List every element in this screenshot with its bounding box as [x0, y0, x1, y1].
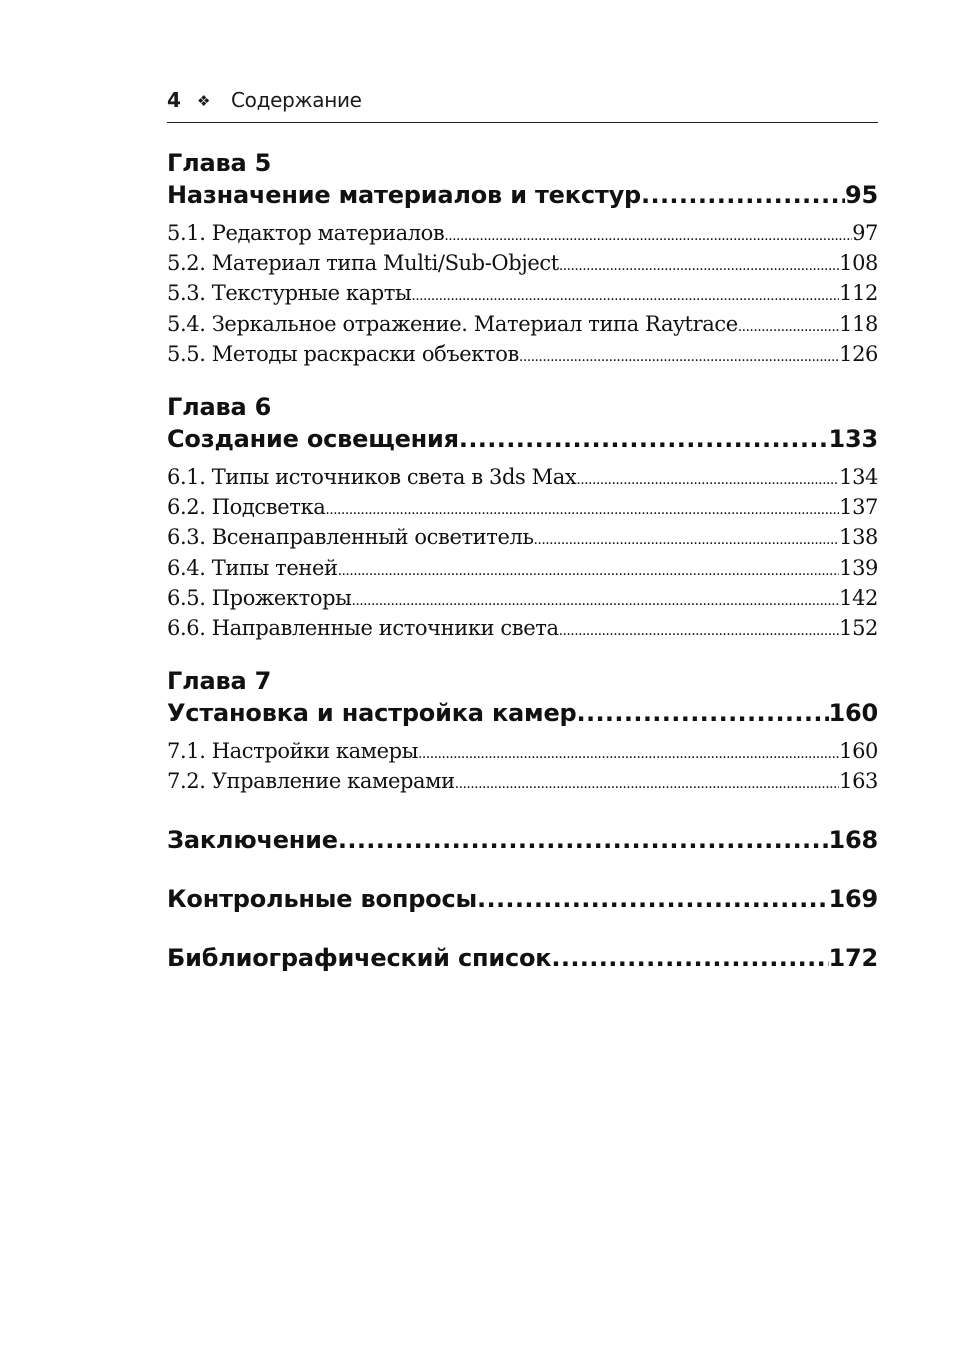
chapter-title-entry[interactable] — [167, 696, 878, 730]
back-matter-entry-bibliography[interactable] — [167, 941, 878, 975]
toc-entry[interactable] — [167, 583, 878, 613]
leader-dots — [418, 747, 839, 761]
entry-page: 168 — [828, 825, 878, 854]
entry-page: 169 — [828, 884, 878, 913]
running-head — [167, 88, 878, 123]
toc-entry[interactable] — [167, 522, 878, 552]
toc-entry[interactable] — [167, 736, 878, 766]
entry-title: 6.4. Типы теней — [167, 555, 338, 580]
leader-dots — [576, 473, 839, 487]
entry-page: 97 — [852, 221, 878, 245]
chapter-label: Глава 5 — [167, 149, 272, 177]
running-title: Содержание — [231, 88, 362, 112]
leader-dots — [519, 350, 839, 364]
page-number: 4 — [167, 88, 181, 112]
chapter-title-entry[interactable] — [167, 422, 878, 456]
chapter-6 — [167, 392, 878, 643]
chapter-title: Назначение материалов и текстур — [167, 181, 641, 209]
entry-title: 6.3. Всенаправленный осветитель — [167, 525, 534, 550]
leader-dots — [477, 882, 829, 916]
entry-page: 137 — [839, 495, 878, 520]
entry-page: 142 — [839, 585, 878, 610]
leader-dots — [411, 289, 839, 303]
leader-dots — [551, 941, 828, 975]
entry-page: 160 — [839, 739, 878, 764]
leader-dots — [325, 503, 839, 517]
toc-entry[interactable] — [167, 218, 878, 248]
chapter-page: 95 — [845, 181, 878, 209]
entry-title: 5.2. Материал типа Multi/Sub-Object — [167, 251, 559, 276]
toc-page — [167, 88, 878, 975]
entry-page: 118 — [839, 311, 878, 336]
chapter-label: Глава 6 — [167, 393, 272, 422]
entry-title: 6.5. Прожекторы — [167, 585, 352, 610]
toc-entry[interactable] — [167, 613, 878, 643]
toc-entry[interactable] — [167, 462, 878, 492]
chapter-page: 133 — [828, 425, 878, 454]
back-matter-entry-questions[interactable] — [167, 882, 878, 916]
entry-page: 134 — [839, 465, 878, 490]
entry-title: 7.1. Настройки камеры — [167, 739, 419, 764]
leader-dots — [738, 320, 839, 334]
leader-dots — [351, 594, 839, 608]
entry-title: 5.4. Зеркальное отражение. Материал типа Raytrace — [167, 311, 738, 336]
entry-page: 172 — [828, 943, 878, 972]
leader-dots — [577, 696, 829, 730]
entry-page: 139 — [839, 555, 878, 580]
entry-title: Библиографический список — [167, 943, 552, 972]
leader-dots — [559, 624, 840, 638]
chapter-7 — [167, 666, 878, 796]
leader-dots — [338, 823, 829, 857]
entry-page: 163 — [839, 769, 878, 794]
leader-dots — [641, 178, 845, 212]
toc-entry[interactable] — [167, 553, 878, 583]
entry-title: 5.3. Текстурные карты — [167, 281, 412, 306]
entry-title: 5.5. Методы раскраски объектов — [167, 341, 519, 366]
entry-page: 112 — [839, 281, 878, 306]
leader-dots — [444, 229, 852, 243]
entry-page: 138 — [839, 525, 878, 550]
leader-dots — [534, 533, 840, 547]
toc-entry[interactable] — [167, 766, 878, 796]
entry-title: Заключение — [167, 825, 338, 854]
chapter-title: Установка и настройка камер — [167, 699, 577, 728]
chapter-page: 160 — [828, 699, 878, 728]
entry-page: 108 — [839, 251, 878, 276]
chapter-5 — [167, 148, 878, 369]
leader-dots — [455, 777, 839, 791]
back-matter-entry-conclusion[interactable] — [167, 823, 878, 857]
toc-entry[interactable] — [167, 278, 878, 308]
toc-entry[interactable] — [167, 248, 878, 278]
entry-title: 5.1. Редактор материалов — [167, 221, 445, 245]
toc-entry[interactable] — [167, 492, 878, 522]
toc-entry[interactable] — [167, 309, 878, 339]
leader-dots — [338, 564, 840, 578]
chapter-title-entry[interactable] — [167, 178, 878, 212]
entry-title: 6.6. Направленные источники света — [167, 616, 559, 641]
chapter-title: Создание освещения — [167, 425, 459, 454]
leader-dots — [559, 259, 839, 273]
ornament-icon: ❖ — [197, 92, 211, 110]
entry-title: 6.2. Подсветка — [167, 495, 326, 520]
entry-title: Контрольные вопросы — [167, 884, 477, 913]
chapter-label: Глава 7 — [167, 667, 272, 696]
leader-dots — [459, 422, 829, 456]
entry-page: 152 — [839, 616, 878, 641]
entry-page: 126 — [839, 341, 878, 366]
entry-title: 6.1. Типы источников света в 3ds Max — [167, 465, 577, 490]
toc-entry[interactable] — [167, 339, 878, 369]
entry-title: 7.2. Управление камерами — [167, 769, 455, 794]
